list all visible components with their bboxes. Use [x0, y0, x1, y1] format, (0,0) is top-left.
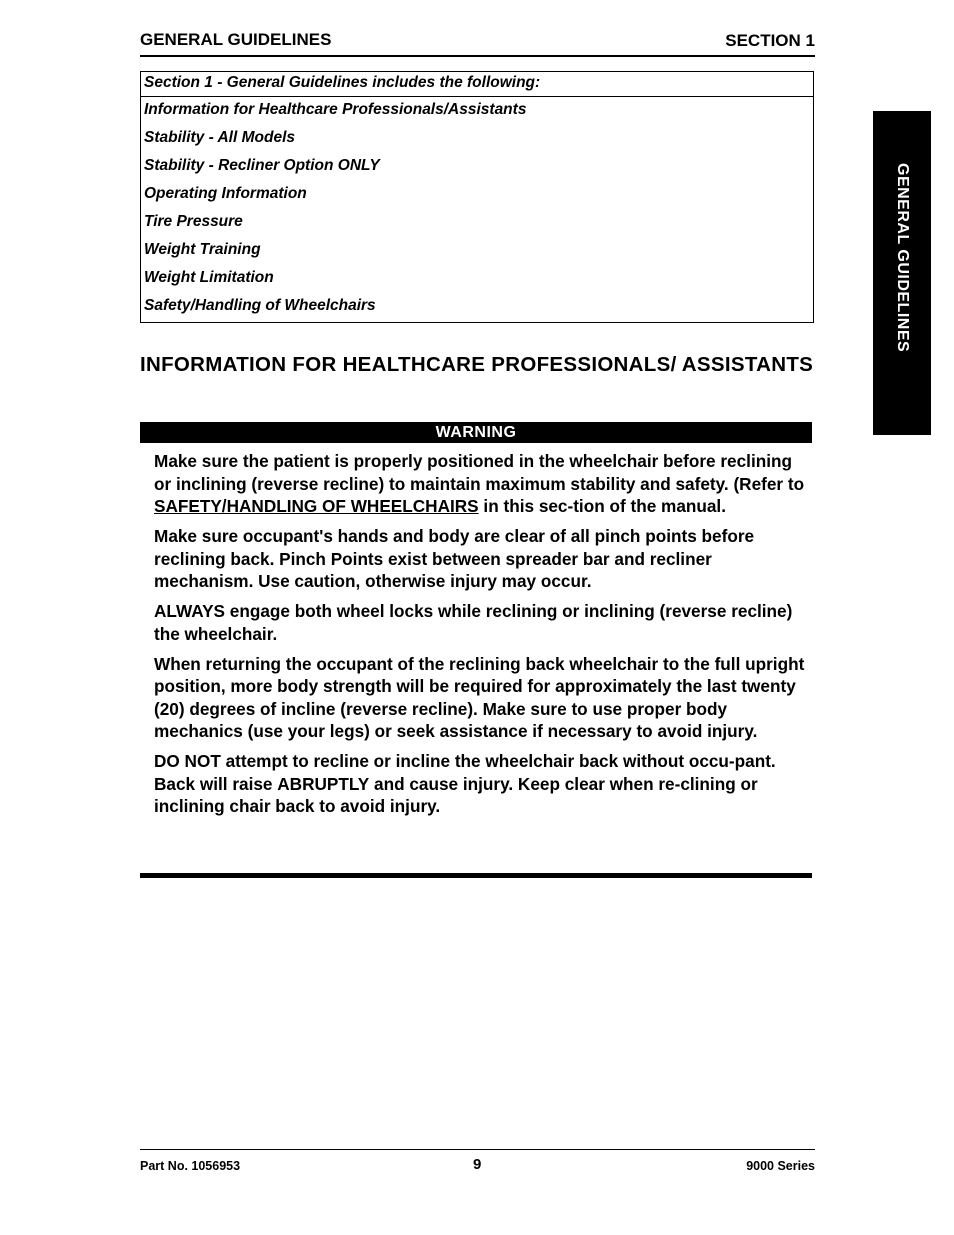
contents-heading: Section 1 - General Guidelines includes the following:	[141, 72, 813, 97]
page-number: 9	[473, 1156, 482, 1173]
warning-paragraph	[154, 750, 809, 818]
paragraph-text: in this sec-tion of the manual.	[478, 496, 726, 516]
contents-item: Weight Limitation	[144, 269, 274, 286]
warning-end-rule	[140, 873, 812, 878]
page-header	[140, 28, 815, 57]
paragraph-text: engage both wheel locks while reclining or inclining (reverse recline) the wheelchair.	[154, 601, 793, 644]
warning-paragraph	[154, 600, 809, 645]
side-tab-label: GENERAL GUIDELINES	[894, 163, 911, 353]
cross-reference-link[interactable]: SAFETY/HANDLING OF WHEELCHAIRS	[154, 496, 479, 516]
side-tab	[873, 111, 931, 435]
series-label: 9000 Series	[746, 1159, 815, 1173]
paragraph-text: Make sure the patient is properly positioned in the wheelchair before reclining or inclining (reverse recline) to maintain maximum stability and safety. (Refer to	[154, 451, 805, 494]
emphasis: ALWAYS	[154, 601, 225, 621]
contents-item: Tire Pressure	[144, 213, 243, 230]
warning-paragraph: Make sure occupant's hands and body are clear of all pinch points before reclining back. Pinch Points exist between spreader bar and recliner mechanism. Use caution, otherwise injury may occur.	[154, 526, 755, 591]
paragraph-text: and cause injury. Keep clear when re-clining or inclining chair back to avoid injury.	[154, 773, 758, 816]
section-contents-box	[140, 71, 814, 323]
paragraph-text: attempt to recline or incline the wheelchair back without occu-pant. Back will raise	[154, 751, 776, 794]
emphasis: ABRUPTLY	[277, 773, 370, 794]
emphasis: DO NOT	[154, 751, 221, 771]
contents-item: Information for Healthcare Professionals/Assistants	[144, 101, 527, 118]
page-footer	[140, 1149, 815, 1173]
warning-text	[154, 450, 809, 825]
contents-item: Stability - All Models	[144, 129, 295, 146]
section-heading: INFORMATION FOR HEALTHCARE PROFESSIONALS/ ASSISTANTS	[140, 353, 814, 376]
warning-banner: WARNING	[140, 422, 812, 443]
warning-paragraph	[154, 450, 809, 518]
contents-item: Weight Training	[144, 241, 261, 258]
contents-item: Stability - Recliner Option ONLY	[144, 157, 380, 174]
header-section: SECTION 1	[725, 31, 815, 50]
warning-paragraph: When returning the occupant of the reclining back wheelchair to the full upright position, more body strength will be required for approximately the last twenty (20) degrees of incline (reverse recline). Make sure to use proper body mechanics (use your legs) or seek assistance if necessary to avoid injury.	[154, 653, 805, 741]
part-number: Part No. 1056953	[140, 1159, 241, 1173]
header-title: GENERAL GUIDELINES	[140, 30, 332, 49]
contents-item: Safety/Handling of Wheelchairs	[144, 297, 376, 314]
contents-item: Operating Information	[144, 185, 307, 202]
